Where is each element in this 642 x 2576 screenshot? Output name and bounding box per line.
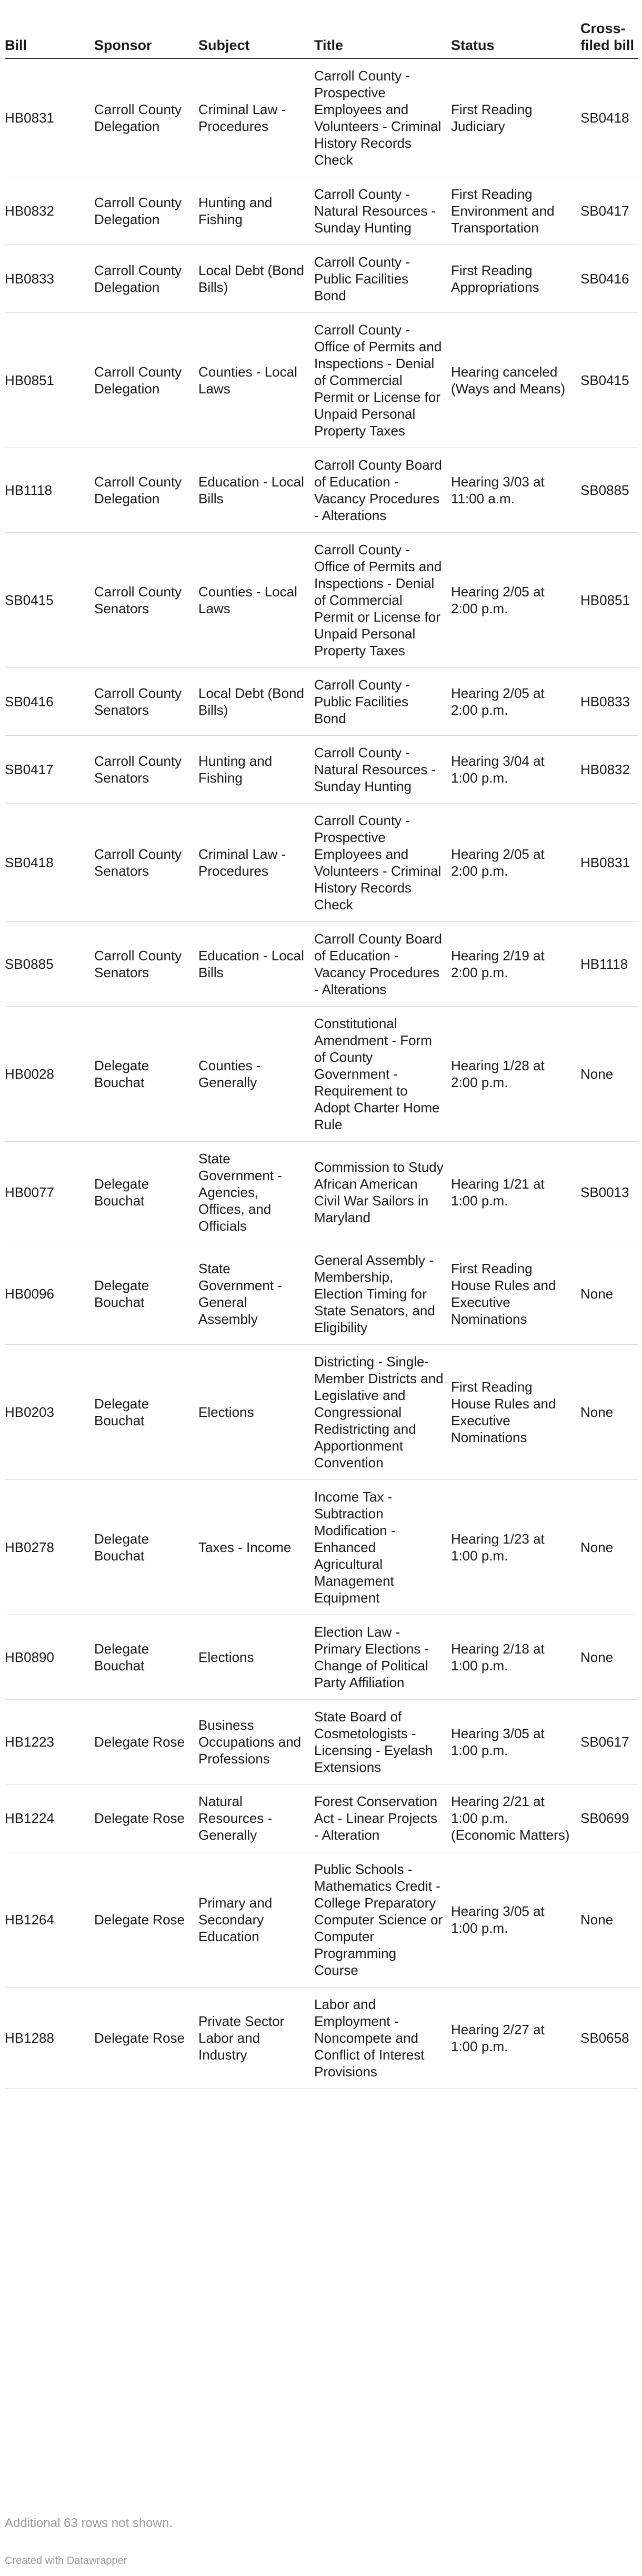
table-row <box>5 668 638 736</box>
sponsor-cell: Carroll County Delegation <box>94 177 198 245</box>
table-row <box>5 922 638 1007</box>
column-header-bill[interactable]: Bill <box>5 20 94 58</box>
title-cell: Carroll County - Prospective Employees and Volunteers - Criminal History Records Check <box>314 804 451 922</box>
column-header-status[interactable]: Status <box>451 20 580 58</box>
bill-cell: SB0885 <box>5 922 94 1007</box>
title-cell: Income Tax - Subtraction Modification - Enhanced Agricultural Management Equipment <box>314 1480 451 1615</box>
title-cell: Carroll County - Office of Permits and Inspections - Denial of Commercial Permit or License for Unpaid Personal Property Taxes <box>314 313 451 448</box>
subject-cell: Elections <box>198 1615 314 1700</box>
table-row <box>5 313 638 448</box>
status-cell: Hearing 1/21 at 1:00 p.m. <box>451 1142 580 1243</box>
sponsor-cell: Carroll County Delegation <box>94 313 198 448</box>
title-cell: Carroll County - Office of Permits and Inspections - Denial of Commercial Permit or License for Unpaid Personal Property Taxes <box>314 533 451 668</box>
title-cell: Carroll County Board of Education - Vacancy Procedures - Alterations <box>314 922 451 1007</box>
sponsor-cell: Carroll County Senators <box>94 533 198 668</box>
status-cell: Hearing 2/05 at 2:00 p.m. <box>451 804 580 922</box>
subject-cell: Taxes - Income <box>198 1480 314 1615</box>
cross-filed-cell: SB0415 <box>580 313 638 448</box>
bill-cell: HB1223 <box>5 1700 94 1784</box>
cross-filed-cell: None <box>580 1345 638 1480</box>
subject-cell: Criminal Law - Procedures <box>198 58 314 177</box>
table-row <box>5 448 638 533</box>
column-header-sponsor[interactable]: Sponsor <box>94 20 198 58</box>
table-row <box>5 245 638 313</box>
cross-filed-cell: None <box>580 1480 638 1615</box>
sponsor-cell: Carroll County Senators <box>94 922 198 1007</box>
subject-cell: State Government - General Assembly <box>198 1243 314 1345</box>
bill-cell: HB0832 <box>5 177 94 245</box>
status-cell: Hearing 2/19 at 2:00 p.m. <box>451 922 580 1007</box>
sponsor-cell: Carroll County Delegation <box>94 58 198 177</box>
sponsor-cell: Delegate Bouchat <box>94 1480 198 1615</box>
bill-cell: HB0851 <box>5 313 94 448</box>
bill-cell: HB0096 <box>5 1243 94 1345</box>
sponsor-cell: Delegate Rose <box>94 1987 198 2089</box>
title-cell: Carroll County Board of Education - Vacancy Procedures - Alterations <box>314 448 451 533</box>
cross-filed-cell: None <box>580 1243 638 1345</box>
subject-cell: Education - Local Bills <box>198 448 314 533</box>
status-cell: First Reading Appropriations <box>451 245 580 313</box>
status-cell: Hearing 1/23 at 1:00 p.m. <box>451 1480 580 1615</box>
title-cell: Carroll County - Prospective Employees and Volunteers - Criminal History Records Check <box>314 58 451 177</box>
subject-cell: Local Debt (Bond Bills) <box>198 245 314 313</box>
table-row <box>5 1987 638 2089</box>
status-cell: Hearing 2/27 at 1:00 p.m. <box>451 1987 580 2089</box>
sponsor-cell: Delegate Bouchat <box>94 1243 198 1345</box>
table-row <box>5 1784 638 1852</box>
cross-filed-cell: SB0418 <box>580 58 638 177</box>
title-cell: Carroll County - Natural Resources - Sunday Hunting <box>314 177 451 245</box>
subject-cell: Private Sector Labor and Industry <box>198 1987 314 2089</box>
table-row <box>5 1852 638 1987</box>
title-cell: Public Schools - Mathematics Credit - College Preparatory Computer Science or Computer Programming Course <box>314 1852 451 1987</box>
subject-cell: Local Debt (Bond Bills) <box>198 668 314 736</box>
status-cell: Hearing 1/28 at 2:00 p.m. <box>451 1007 580 1142</box>
status-cell: Hearing 2/21 at 1:00 p.m. (Economic Matters) <box>451 1784 580 1852</box>
title-cell: Election Law - Primary Elections - Change of Political Party Affiliation <box>314 1615 451 1700</box>
status-cell: Hearing 3/05 at 1:00 p.m. <box>451 1852 580 1987</box>
sponsor-cell: Carroll County Senators <box>94 804 198 922</box>
cross-filed-cell: SB0658 <box>580 1987 638 2089</box>
bill-cell: HB0028 <box>5 1007 94 1142</box>
datawrapper-credit[interactable]: Created with Datawrapper <box>5 2555 127 2567</box>
subject-cell: Criminal Law - Procedures <box>198 804 314 922</box>
sponsor-cell: Carroll County Delegation <box>94 245 198 313</box>
table-row <box>5 1243 638 1345</box>
title-cell: Carroll County - Public Facilities Bond <box>314 668 451 736</box>
title-cell: Forest Conservation Act - Linear Projects - Alteration <box>314 1784 451 1852</box>
table-row <box>5 58 638 177</box>
cross-filed-cell: None <box>580 1615 638 1700</box>
bill-cell: HB0831 <box>5 58 94 177</box>
sponsor-cell: Delegate Bouchat <box>94 1345 198 1480</box>
sponsor-cell: Delegate Rose <box>94 1852 198 1987</box>
sponsor-cell: Carroll County Senators <box>94 736 198 804</box>
column-header-title[interactable]: Title <box>314 20 451 58</box>
subject-cell: Hunting and Fishing <box>198 736 314 804</box>
column-header-subject[interactable]: Subject <box>198 20 314 58</box>
subject-cell: Elections <box>198 1345 314 1480</box>
sponsor-cell: Delegate Rose <box>94 1700 198 1784</box>
status-cell: First Reading Judiciary <box>451 58 580 177</box>
subject-cell: Business Occupations and Professions <box>198 1700 314 1784</box>
table-row <box>5 804 638 922</box>
bill-cell: HB0203 <box>5 1345 94 1480</box>
status-cell: First Reading Environment and Transportation <box>451 177 580 245</box>
cross-filed-cell: HB0833 <box>580 668 638 736</box>
bill-cell: SB0418 <box>5 804 94 922</box>
bill-cell: SB0417 <box>5 736 94 804</box>
bill-cell: HB0833 <box>5 245 94 313</box>
cross-filed-cell: SB0885 <box>580 448 638 533</box>
status-cell: Hearing 3/05 at 1:00 p.m. <box>451 1700 580 1784</box>
bill-cell: HB1224 <box>5 1784 94 1852</box>
cross-filed-cell: SB0699 <box>580 1784 638 1852</box>
status-cell: Hearing canceled (Ways and Means) <box>451 313 580 448</box>
bill-cell: SB0415 <box>5 533 94 668</box>
sponsor-cell: Delegate Bouchat <box>94 1007 198 1142</box>
status-cell: Hearing 3/03 at 11:00 a.m. <box>451 448 580 533</box>
cross-filed-cell: None <box>580 1852 638 1987</box>
table-row <box>5 177 638 245</box>
status-cell: Hearing 2/05 at 2:00 p.m. <box>451 668 580 736</box>
title-cell: Labor and Employment - Noncompete and Conflict of Interest Provisions <box>314 1987 451 2089</box>
bill-cell: SB0416 <box>5 668 94 736</box>
table-row <box>5 1345 638 1480</box>
subject-cell: Primary and Secondary Education <box>198 1852 314 1987</box>
cross-filed-cell: SB0013 <box>580 1142 638 1243</box>
status-cell: Hearing 2/05 at 2:00 p.m. <box>451 533 580 668</box>
table-row <box>5 533 638 668</box>
cross-filed-cell: SB0417 <box>580 177 638 245</box>
table-row <box>5 1007 638 1142</box>
title-cell: Districting - Single-Member Districts and Legislative and Congressional Redistricting and Apportionment Convention <box>314 1345 451 1480</box>
table-body <box>5 58 638 2089</box>
status-cell: Hearing 2/18 at 1:00 p.m. <box>451 1615 580 1700</box>
subject-cell: Counties - Local Laws <box>198 533 314 668</box>
cross-filed-cell: HB0832 <box>580 736 638 804</box>
table-row <box>5 1480 638 1615</box>
table-row <box>5 736 638 804</box>
status-cell: Hearing 3/04 at 1:00 p.m. <box>451 736 580 804</box>
cross-filed-cell: HB0831 <box>580 804 638 922</box>
cross-filed-cell: HB1118 <box>580 922 638 1007</box>
column-header-cross-filed-bill[interactable]: Cross-filed bill <box>580 20 638 58</box>
subject-cell: Counties - Generally <box>198 1007 314 1142</box>
bill-cell: HB0077 <box>5 1142 94 1243</box>
title-cell: Carroll County - Public Facilities Bond <box>314 245 451 313</box>
table-notes: Additional 63 rows not shown. <box>5 2516 173 2530</box>
subject-cell: Education - Local Bills <box>198 922 314 1007</box>
subject-cell: State Government - Agencies, Offices, and Officials <box>198 1142 314 1243</box>
bill-cell: HB0278 <box>5 1480 94 1615</box>
sponsor-cell: Carroll County Senators <box>94 668 198 736</box>
cross-filed-cell: SB0617 <box>580 1700 638 1784</box>
title-cell: Carroll County - Natural Resources - Sunday Hunting <box>314 736 451 804</box>
status-cell: First Reading House Rules and Executive Nominations <box>451 1345 580 1480</box>
bill-cell: HB1264 <box>5 1852 94 1987</box>
subject-cell: Hunting and Fishing <box>198 177 314 245</box>
bills-table <box>5 20 638 2089</box>
title-cell: Constitutional Amendment - Form of County Government - Requirement to Adopt Charter Home Rule <box>314 1007 451 1142</box>
table-row <box>5 1615 638 1700</box>
subject-cell: Natural Resources - Generally <box>198 1784 314 1852</box>
title-cell: Commission to Study African American Civil War Sailors in Maryland <box>314 1142 451 1243</box>
sponsor-cell: Delegate Bouchat <box>94 1142 198 1243</box>
bill-cell: HB1118 <box>5 448 94 533</box>
status-cell: First Reading House Rules and Executive Nominations <box>451 1243 580 1345</box>
cross-filed-cell: HB0851 <box>580 533 638 668</box>
table-row <box>5 1700 638 1784</box>
title-cell: General Assembly - Membership, Election Timing for State Senators, and Eligibility <box>314 1243 451 1345</box>
subject-cell: Counties - Local Laws <box>198 313 314 448</box>
sponsor-cell: Delegate Bouchat <box>94 1615 198 1700</box>
cross-filed-cell: SB0416 <box>580 245 638 313</box>
bill-cell: HB1288 <box>5 1987 94 2089</box>
cross-filed-cell: None <box>580 1007 638 1142</box>
table-header-row <box>5 20 638 58</box>
title-cell: State Board of Cosmetologists - Licensing - Eyelash Extensions <box>314 1700 451 1784</box>
sponsor-cell: Carroll County Delegation <box>94 448 198 533</box>
table-row <box>5 1142 638 1243</box>
sponsor-cell: Delegate Rose <box>94 1784 198 1852</box>
bill-cell: HB0890 <box>5 1615 94 1700</box>
